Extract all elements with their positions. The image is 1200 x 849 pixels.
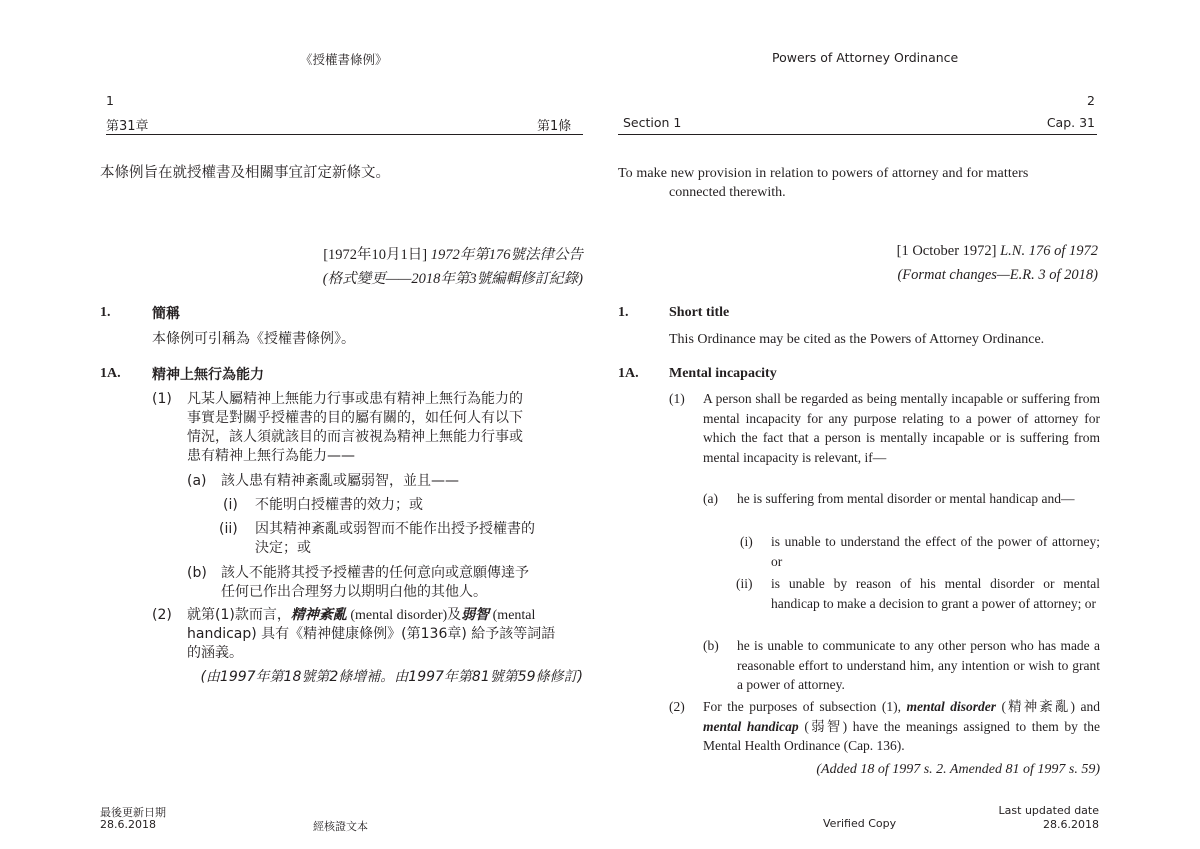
right-header-title: Powers of Attorney Ordinance xyxy=(772,50,959,65)
left-sub2-mid1: (mental disorder)及 xyxy=(346,608,462,623)
right-sub2-zh2: (弱智) xyxy=(798,718,848,734)
left-commencement xyxy=(200,243,583,264)
left-history-note: (由1997年第18號第2條增補。由1997年第81號第59條修訂) xyxy=(200,669,583,685)
left-header-title: 《授權書條例》 xyxy=(300,52,388,67)
left-s1-heading: 簡稱 xyxy=(152,306,180,322)
right-s1a-number: 1A. xyxy=(618,366,639,381)
left-para-b-line: 任何已作出合理努力以期明白他的其他人。 xyxy=(221,584,487,600)
left-footer-label: 最後更新日期 xyxy=(100,806,166,819)
left-para-i-number: (i) xyxy=(223,497,238,513)
right-para-i-number: (i) xyxy=(740,534,753,549)
left-para-b-line: 該人不能將其授予授權書的任何意向或意願傳達予 xyxy=(221,565,529,581)
left-sub2-mid2: (mental xyxy=(489,608,536,623)
left-sub2-line2: handicap) 具有《精神健康條例》(第136章) 給予該等詞語 xyxy=(187,626,556,642)
left-sub2-line3: 的涵義。 xyxy=(187,645,243,661)
right-sub2-term-mental-disorder: mental disorder xyxy=(906,699,996,714)
right-commencement xyxy=(700,243,1098,260)
right-sub2-and: and xyxy=(1075,699,1100,714)
right-s1a-heading: Mental incapacity xyxy=(669,366,777,381)
left-sub1-line: 情況，該人須就該目的而言被視為精神上無能力行事或 xyxy=(187,429,523,445)
left-sub2-line1 xyxy=(187,606,535,625)
left-long-title: 本條例旨在就授權書及相關事宜訂定新條文。 xyxy=(100,165,390,181)
left-sub2-term-mental-disorder: 精神紊亂 xyxy=(290,607,347,623)
left-s1a-number: 1A. xyxy=(100,366,121,381)
left-para-a-text: 該人患有精神紊亂或屬弱智，並且—— xyxy=(221,473,459,489)
left-section: 第1條 xyxy=(537,119,572,134)
left-para-b-number: (b) xyxy=(187,565,207,581)
right-format-change: (Format changes—E.R. 3 of 2018) xyxy=(897,267,1098,283)
left-sub1-line: 患有精神上無行為能力—— xyxy=(187,448,355,464)
left-chapter: 第31章 xyxy=(106,119,149,134)
right-sub2-pre: For the purposes of subsection (1), xyxy=(703,699,907,714)
right-para-a-number: (a) xyxy=(703,491,718,506)
left-para-i-text: 不能明白授權書的效力；或 xyxy=(255,497,423,513)
left-para-ii-number: (ii) xyxy=(219,521,238,537)
right-history-note: (Added 18 of 1997 s. 2. Amended 81 of 1997 s. 59) xyxy=(816,762,1100,777)
left-para-a-number: (a) xyxy=(187,473,207,489)
left-page-number: 1 xyxy=(106,93,114,108)
left-sub2-pre: 就第(1)款而言， xyxy=(187,607,291,623)
right-page-number: 2 xyxy=(1087,93,1095,108)
right-sub1-number: (1) xyxy=(669,391,685,406)
right-s1-text: This Ordinance may be cited as the Powers of Attorney Ordinance. xyxy=(669,332,1045,347)
left-sub2-number: (2) xyxy=(152,607,172,623)
right-long-title-line2: connected therewith. xyxy=(669,185,786,200)
right-para-i-text: is unable to understand the effect of the power of attorney; or xyxy=(771,534,1100,569)
left-footer-verified: 經核證文本 xyxy=(313,820,368,833)
left-footer-date: 28.6.2018 xyxy=(100,818,156,831)
right-sub2-number: (2) xyxy=(669,699,685,714)
left-sub1-line: 凡某人屬精神上無能力行事或患有精神上無行為能力的 xyxy=(187,391,523,407)
right-footer-date: 28.6.2018 xyxy=(1043,818,1099,831)
right-sub2-term-mental-handicap: mental handicap xyxy=(703,718,799,734)
left-header-rule xyxy=(106,134,583,135)
right-footer-label: Last updated date xyxy=(998,804,1099,817)
left-para-ii-line: 決定；或 xyxy=(255,540,311,556)
left-commencement-date: [1972年10月1日] xyxy=(323,247,428,263)
right-commencement-ln: L.N. 176 of 1972 xyxy=(1000,243,1098,259)
right-long-title-line1: To make new provision in relation to powers of attorney and for matters xyxy=(618,166,1029,181)
right-para-b-text: he is unable to communicate to any other person who has made a reasonable effort to understand him, any intention or wish to grant a power of attorney. xyxy=(737,638,1100,692)
right-commencement-date: [1 October 1972] xyxy=(896,243,997,259)
right-header-rule xyxy=(618,134,1097,135)
right-chapter: Cap. 31 xyxy=(1046,115,1095,130)
right-s1-heading: Short title xyxy=(669,305,730,320)
left-para-ii-line: 因其精神紊亂或弱智而不能作出授予授權書的 xyxy=(255,521,535,537)
left-s1-text: 本條例可引稱為《授權書條例》。 xyxy=(152,331,355,347)
left-sub1-number: (1) xyxy=(152,391,172,407)
right-para-a-text: he is suffering from mental disorder or mental handicap and— xyxy=(737,491,1075,506)
right-sub2-text xyxy=(703,697,1100,756)
left-sub1-line: 事實是對關乎授權書的目的屬有關的，如任何人有以下 xyxy=(187,410,523,426)
right-sub1-text: A person shall be regarded as being mentally incapable or suffering from mental incapacity for any purpose relating to a power of attorney for which the fact that a person is mentally incapable or is suffering from mental incapacity is relevant, if— xyxy=(703,391,1100,465)
left-format-change: (格式變更——2018年第3號編輯修訂紀錄) xyxy=(322,271,583,287)
left-s1a-heading: 精神上無行為能力 xyxy=(152,367,264,383)
right-footer-verified: Verified Copy xyxy=(823,817,897,830)
left-commencement-ln: 1972年第176號法律公告 xyxy=(430,247,583,263)
right-section: Section 1 xyxy=(623,115,682,130)
right-sub2-post: have the meanings assigned to them by the Mental Health Ordinance (Cap. 136). xyxy=(703,718,1100,753)
left-sub2-term-mental-handicap: 弱智 xyxy=(461,607,490,623)
right-para-ii-text: is unable by reason of his mental disorder or mental handicap to make a decision to grant a power of attorney; or xyxy=(771,576,1100,611)
right-para-ii-number: (ii) xyxy=(736,576,753,591)
left-s1-number: 1. xyxy=(100,305,111,320)
right-sub2-zh1: (精神紊亂) xyxy=(996,699,1076,714)
right-s1-number: 1. xyxy=(618,305,629,320)
right-para-b-number: (b) xyxy=(703,638,719,653)
